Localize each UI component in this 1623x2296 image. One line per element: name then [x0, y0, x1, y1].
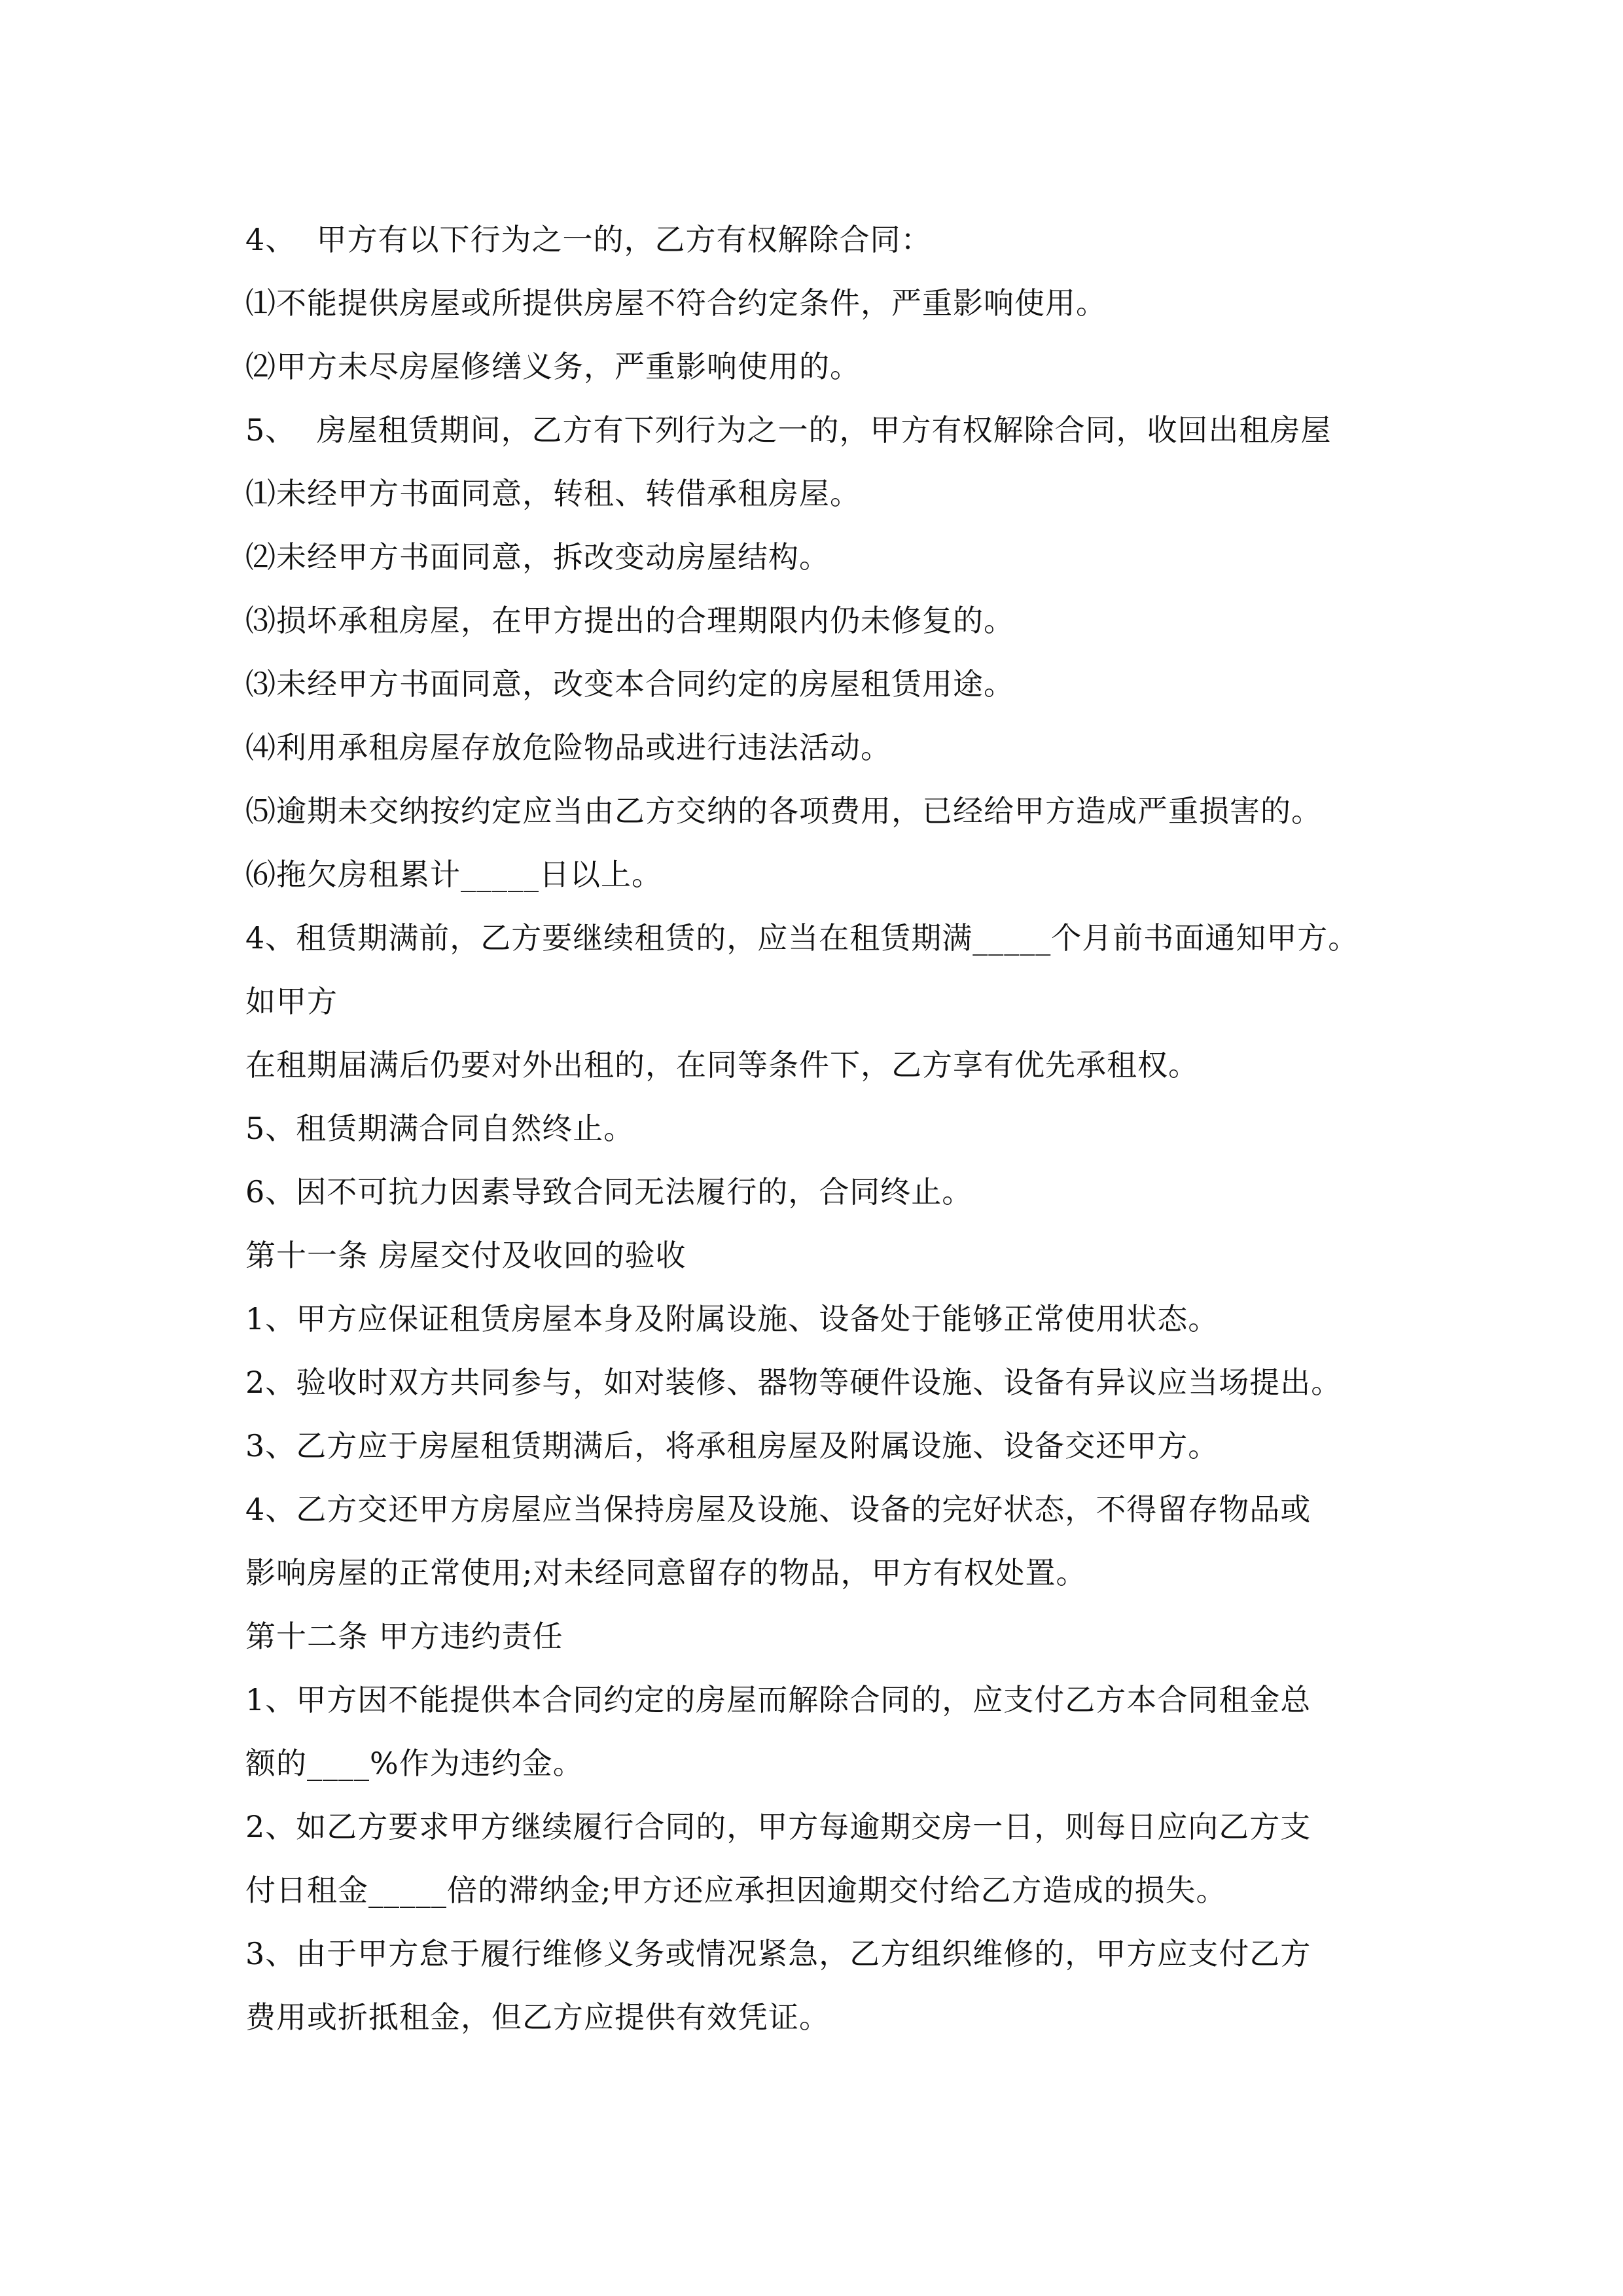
section-heading: 第十二条 甲方违约责任 [245, 1619, 563, 1654]
text-line: ⑶损坏承租房屋，在甲方提出的合理期限内仍未修复的。 [245, 603, 1014, 638]
text-line: 6、因不可抗力因素导致合同无法履行的，合同终止。 [245, 1174, 973, 1210]
text-line: 1、甲方应保证租赁房屋本身及附属设施、设备处于能够正常使用状态。 [245, 1301, 1219, 1336]
text-line: 影响房屋的正常使用;对未经同意留存的物品，甲方有权处置。 [245, 1555, 1087, 1590]
text-line: 5、 房屋租赁期间，乙方有下列行为之一的，甲方有权解除合同，收回出租房屋 [245, 412, 1332, 448]
text-line: ⑴不能提供房屋或所提供房屋不符合约定条件，严重影响使用。 [245, 285, 1107, 321]
text-line: ⑵甲方未尽房屋修缮义务，严重影响使用的。 [245, 349, 861, 384]
text-line: 3、乙方应于房屋租赁期满后，将承租房屋及附属设施、设备交还甲方。 [245, 1428, 1219, 1463]
section-heading: 第十一条 房屋交付及收回的验收 [245, 1238, 687, 1273]
text-line: 3、由于甲方怠于履行维修义务或情况紧急，乙方组织维修的，甲方应支付乙方 [245, 1936, 1311, 1971]
text-line: 4、 甲方有以下行为之一的，乙方有权解除合同： [245, 222, 932, 257]
text-line: 2、验收时双方共同参与，如对装修、器物等硬件设施、设备有异议应当场提出。 [245, 1365, 1342, 1400]
text-line: 费用或折抵租金，但乙方应提供有效凭证。 [245, 2000, 830, 2035]
text-line: 2、如乙方要求甲方继续履行合同的，甲方每逾期交房一日，则每日应向乙方支 [245, 1809, 1311, 1844]
text-line: ⑵未经甲方书面同意，拆改变动房屋结构。 [245, 539, 830, 575]
text-line: 额的____%作为违约金。 [245, 1746, 584, 1781]
text-line: 4、租赁期满前，乙方要继续租赁的，应当在租赁期满_____个月前书面通知甲方。 [245, 920, 1359, 956]
text-line: 付日租金_____倍的滞纳金;甲方还应承担因逾期交付给乙方造成的损失。 [245, 1873, 1227, 1908]
text-line: 在租期届满后仍要对外出租的，在同等条件下，乙方享有优先承租权。 [245, 1047, 1199, 1083]
text-line: ⑸逾期未交纳按约定应当由乙方交纳的各项费用，已经给甲方造成严重损害的。 [245, 793, 1322, 829]
text-line: 1、甲方因不能提供本合同约定的房屋而解除合同的，应支付乙方本合同租金总 [245, 1682, 1311, 1717]
document-body [245, 208, 1410, 2049]
text-line: ⑷利用承租房屋存放危险物品或进行违法活动。 [245, 730, 891, 765]
text-line: 5、租赁期满合同自然终止。 [245, 1111, 635, 1146]
text-line: 如甲方 [245, 984, 338, 1019]
text-line: ⑹拖欠房租累计_____日以上。 [245, 857, 662, 892]
text-line: ⑴未经甲方书面同意，转租、转借承租房屋。 [245, 476, 861, 511]
text-line: ⑶未经甲方书面同意，改变本合同约定的房屋租赁用途。 [245, 666, 1014, 702]
text-line: 4、乙方交还甲方房屋应当保持房屋及设施、设备的完好状态，不得留存物品或 [245, 1492, 1311, 1527]
